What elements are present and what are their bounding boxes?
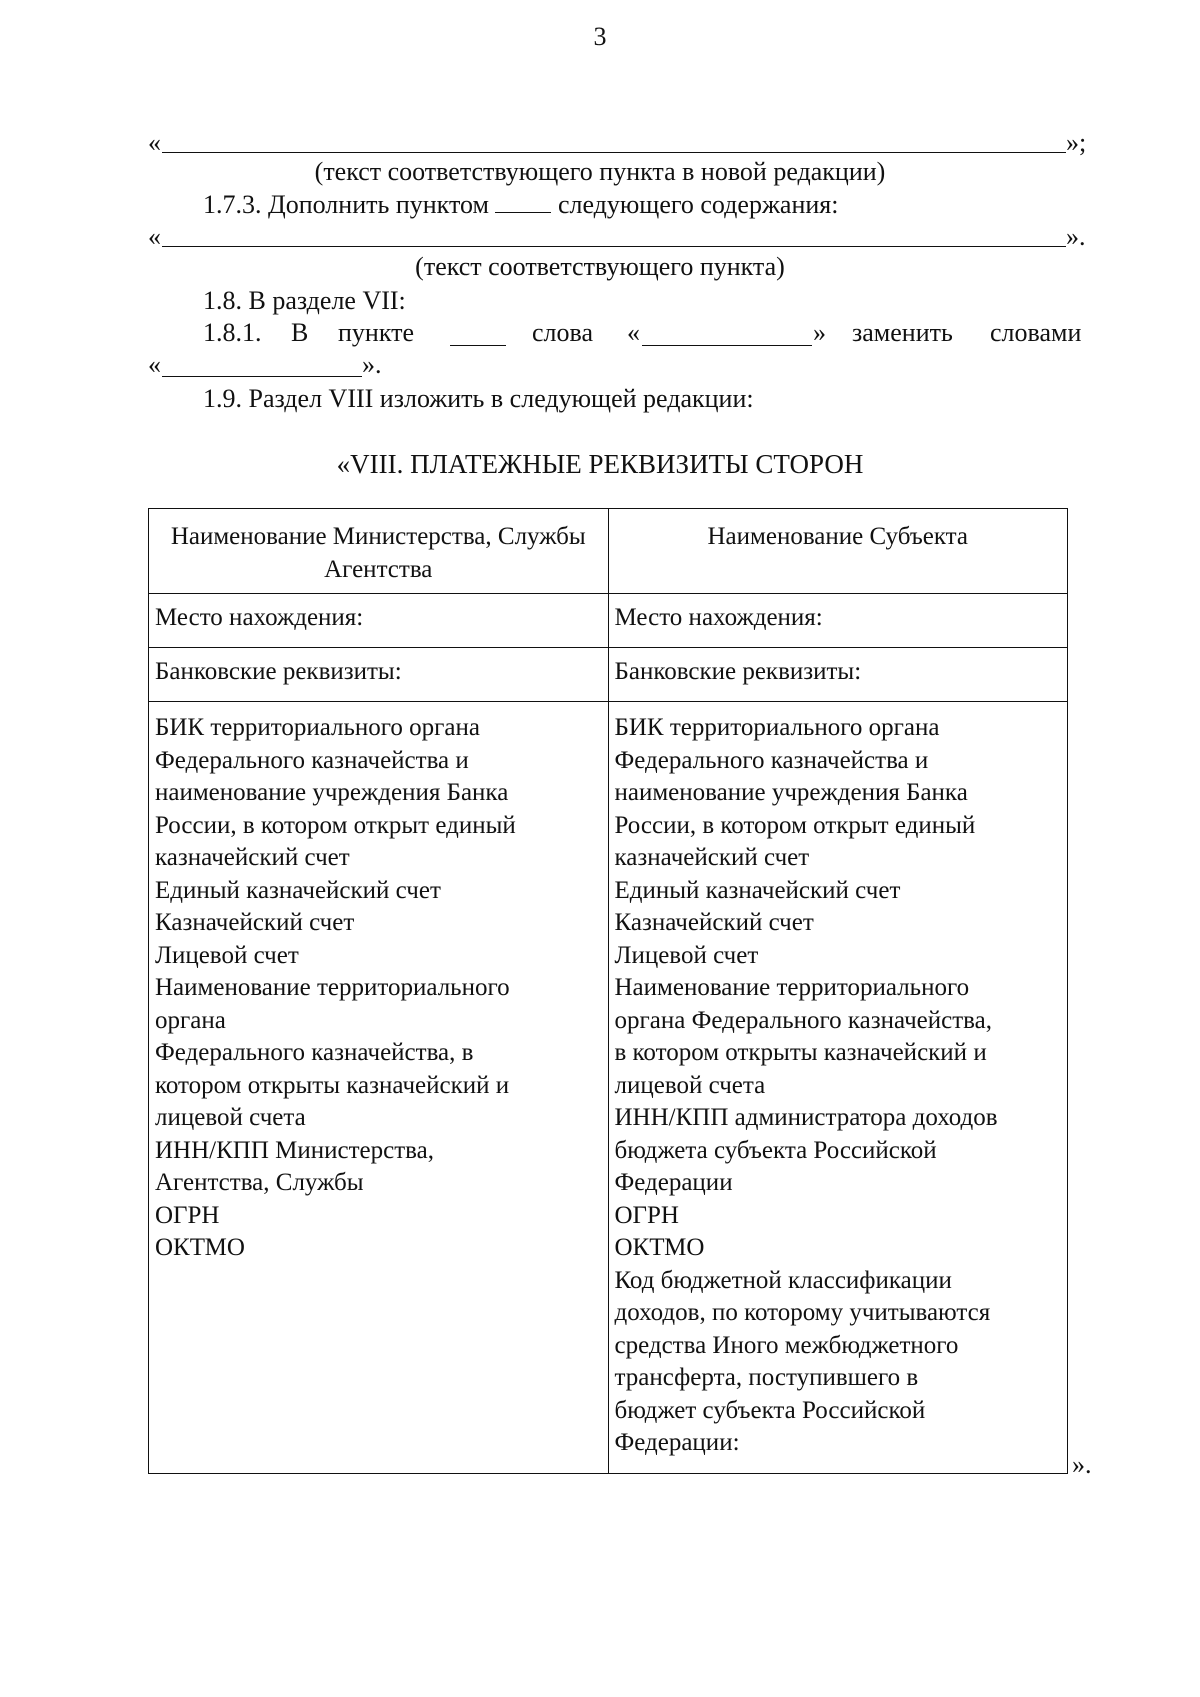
bank-left: Банковские реквизиты:	[149, 648, 609, 702]
detail-line: Лицевой счет	[614, 941, 759, 969]
caption-new-edition: (текст соответствующего пункта в новой редакции)	[314, 157, 886, 186]
detail-line: Федерального казначейства и	[614, 746, 929, 774]
blank-point-text	[162, 246, 1066, 247]
header-subject: Наименование Субъекта	[608, 509, 1068, 594]
item-1-8-1-with: словами	[990, 318, 1082, 347]
detail-line: органа Федерального казначейства,	[614, 1006, 992, 1034]
detail-line: котором открыты казначейский и	[155, 1071, 510, 1099]
detail-line: Федерации	[614, 1169, 733, 1196]
location-left: Место нахождения:	[149, 594, 609, 648]
detail-line: органа	[155, 1006, 226, 1034]
item-1-8-1-open-quote: «	[627, 318, 640, 347]
detail-line: бюджет субъекта Российской	[614, 1396, 926, 1424]
details-right	[608, 702, 1068, 1474]
item-1-8: 1.8. В разделе VII:	[203, 286, 406, 315]
detail-line: России, в котором открыт единый	[155, 811, 516, 839]
open-quote-1: «	[148, 128, 161, 157]
close-quote-1: »;	[1066, 128, 1087, 157]
header-ministry: Наименование Министерства, Службы Агентства	[149, 509, 609, 594]
detail-line: казначейский счет	[614, 844, 810, 871]
detail-line: Агентства, Службы	[155, 1169, 364, 1196]
table-row	[149, 509, 1068, 594]
open-quote-3: «	[148, 350, 161, 379]
detail-line: России, в котором открыт единый	[614, 811, 976, 839]
item-1-8-1-in: В	[291, 318, 309, 347]
detail-line: Наименование территориального	[155, 974, 510, 1001]
details-left	[149, 702, 609, 1474]
detail-line: Единый казначейский счет	[614, 876, 901, 904]
item-1-8-1-point: пункте	[338, 318, 415, 347]
detail-line: Наименование территориального	[614, 974, 970, 1001]
blank-old-words	[642, 345, 812, 346]
close-quote-2: ».	[1066, 222, 1086, 251]
item-1-7-3-text: 1.7.3. Дополнить пунктом	[203, 190, 489, 219]
detail-line: ОКТМО	[614, 1234, 705, 1261]
item-1-7-3	[203, 190, 838, 220]
detail-line: бюджета субъекта Российской	[614, 1136, 937, 1164]
payment-details-table	[148, 508, 1068, 1474]
item-1-9: 1.9. Раздел VIII изложить в следующей редакции:	[203, 384, 754, 413]
page-number: 3	[593, 22, 607, 51]
table-closing-quote: ».	[1072, 1450, 1092, 1479]
detail-line: Код бюджетной классификации	[614, 1266, 952, 1294]
detail-line: лицевой счета	[155, 1104, 306, 1131]
blank-new-words	[162, 376, 362, 377]
item-1-8-1-replace: заменить	[852, 318, 953, 347]
detail-line: наименование учреждения Банка	[614, 779, 968, 806]
detail-line: Федерального казначейства, в	[155, 1039, 474, 1066]
detail-line: Федерации:	[614, 1429, 740, 1456]
location-right: Место нахождения:	[608, 594, 1068, 648]
close-quote-3: ».	[362, 350, 382, 379]
blank-new-edition	[162, 152, 1066, 153]
detail-line: наименование учреждения Банка	[155, 779, 509, 806]
open-quote-2: «	[148, 222, 161, 251]
detail-line: БИК территориального органа	[155, 714, 480, 741]
item-1-8-1-num: 1.8.1.	[203, 318, 262, 347]
detail-line: трансферта, поступившего в	[614, 1364, 919, 1391]
detail-line: казначейский счет	[155, 844, 350, 871]
caption-point-text: (текст соответствующего пункта)	[415, 252, 785, 281]
item-1-7-3-tail: следующего содержания:	[557, 190, 839, 219]
detail-line: ОГРН	[155, 1201, 220, 1229]
item-1-8-1-close-quote: »	[813, 318, 826, 347]
table-row	[149, 594, 1068, 648]
detail-line: средства Иного межбюджетного	[614, 1331, 959, 1359]
blank-point-number-2	[450, 345, 506, 346]
detail-line: Лицевой счет	[155, 941, 299, 969]
detail-line: ОГРН	[614, 1201, 679, 1229]
table-row	[149, 648, 1068, 702]
detail-line: ИНН/КПП администратора доходов	[614, 1104, 998, 1131]
detail-line: лицевой счета	[614, 1071, 766, 1099]
detail-line: Единый казначейский счет	[155, 876, 441, 904]
detail-line: ОКТМО	[155, 1234, 245, 1261]
detail-line: Федерального казначейства и	[155, 746, 469, 774]
bank-right: Банковские реквизиты:	[608, 648, 1068, 702]
detail-line: доходов, по которому учитываются	[614, 1299, 991, 1326]
detail-line: ИНН/КПП Министерства,	[155, 1136, 434, 1164]
detail-line: в котором открыты казначейский и	[614, 1039, 987, 1066]
detail-line: Казначейский счет	[614, 909, 814, 936]
item-1-8-1-words: слова	[532, 318, 593, 347]
detail-line: БИК территориального органа	[614, 714, 940, 741]
detail-line: Казначейский счет	[155, 909, 355, 936]
blank-point-number	[495, 190, 551, 213]
table-row	[149, 702, 1068, 1474]
section-title: «VIII. ПЛАТЕЖНЫЕ РЕКВИЗИТЫ СТОРОН	[336, 449, 864, 479]
